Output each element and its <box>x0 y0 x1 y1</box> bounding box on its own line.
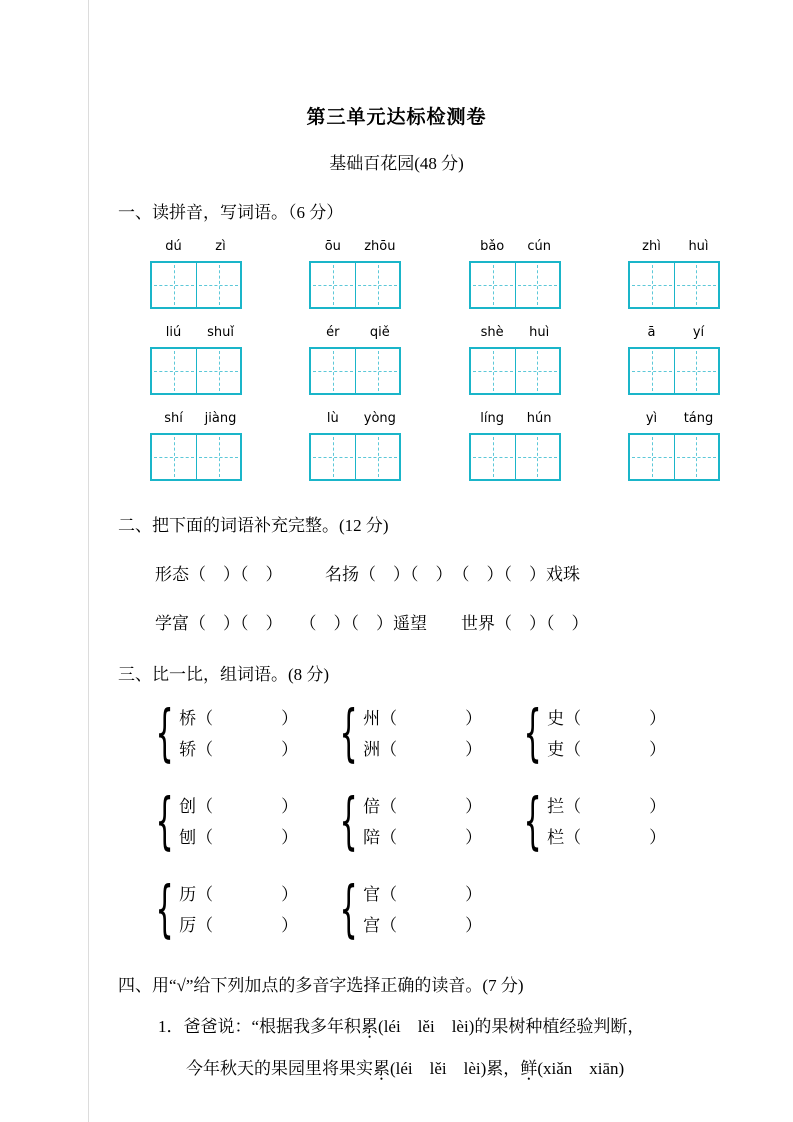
section2-heading: 二、把下面的词语补充完整。(12 分) <box>118 516 389 535</box>
pinyin-word-group <box>150 239 244 309</box>
grid-cell <box>630 349 674 393</box>
writing-grid[interactable] <box>309 433 401 481</box>
compare-line: 栏（ ） <box>547 828 667 847</box>
brace-icon: { <box>155 786 174 858</box>
writing-grid[interactable] <box>150 261 242 309</box>
page-subtitle: 基础百花园(48 分) <box>329 154 464 173</box>
pinyin-word-group <box>309 325 403 395</box>
section4-heading: 四、用“√”给下列加点的多音字选择正确的读音。(7 分) <box>118 976 524 995</box>
fill-blank-line: 学富（ ）（ ） （ ）（ ）遥望 世界（ ）（ ） <box>155 614 589 633</box>
compare-group <box>148 698 332 770</box>
grid-cell <box>311 435 355 479</box>
brace-icon: { <box>155 698 174 770</box>
grid-cell <box>630 435 674 479</box>
dotted-polyphone-char: 累 <box>361 1017 379 1036</box>
compare-line: 州（ ） <box>363 709 483 728</box>
compare-group <box>516 698 700 770</box>
compare-line: 拦（ ） <box>547 797 667 816</box>
page-margin-line <box>88 0 89 1122</box>
pinyin-label: liú shuǐ <box>165 325 234 340</box>
page-title: 第三单元达标检测卷 <box>306 107 487 128</box>
compare-group <box>332 698 516 770</box>
grid-cell <box>630 263 674 307</box>
brace-icon: { <box>339 874 358 946</box>
question-line: 1．爸爸说：“根据我多年积累(léi lěi lèi)的果树种植经验判断， <box>158 1017 645 1036</box>
writing-grid[interactable] <box>309 261 401 309</box>
grid-cell <box>674 435 718 479</box>
compare-row <box>148 698 793 770</box>
grid-cell <box>196 435 240 479</box>
pinyin-label: shí jiàng <box>164 411 237 426</box>
compare-group <box>148 874 332 946</box>
pinyin-label: líng hún <box>480 411 552 426</box>
grid-cell <box>471 263 515 307</box>
section3-heading: 三、比一比，组词语。(8 分) <box>118 665 330 684</box>
writing-grid[interactable] <box>628 347 720 395</box>
pinyin-word-group <box>150 411 244 481</box>
compare-line: 史（ ） <box>547 709 667 728</box>
brace-icon: { <box>523 786 542 858</box>
grid-cell <box>471 435 515 479</box>
pinyin-label: shè huì <box>480 325 550 340</box>
pinyin-label: ér qiě <box>326 325 390 340</box>
compare-group <box>332 786 516 858</box>
writing-grid[interactable] <box>150 433 242 481</box>
grid-cell <box>515 435 559 479</box>
pinyin-word-group <box>469 325 563 395</box>
pinyin-word-group <box>628 239 722 309</box>
pinyin-label: zhì huì <box>642 239 709 254</box>
grid-cell <box>152 263 196 307</box>
grid-cell <box>515 263 559 307</box>
compare-line: 历（ ） <box>179 885 299 904</box>
pinyin-grid-row <box>150 411 722 481</box>
pinyin-label: yì táng <box>645 411 714 426</box>
writing-grid[interactable] <box>469 433 561 481</box>
writing-grid[interactable] <box>309 347 401 395</box>
pinyin-label: ā yí <box>647 325 705 340</box>
grid-cell <box>311 349 355 393</box>
compare-line: 厉（ ） <box>179 916 299 935</box>
pinyin-label: dú zì <box>165 239 226 254</box>
pinyin-word-group <box>309 411 403 481</box>
writing-grid[interactable] <box>628 261 720 309</box>
grid-cell <box>355 349 399 393</box>
question-line: 今年秋天的果园里将果实累(léi lěi lèi)累，鲜(xiǎn xiān) <box>186 1059 625 1078</box>
grid-cell <box>152 349 196 393</box>
compare-line: 创（ ） <box>179 797 299 816</box>
grid-cell <box>152 435 196 479</box>
grid-cell <box>196 263 240 307</box>
compare-row <box>148 786 793 858</box>
grid-cell <box>471 349 515 393</box>
pinyin-word-group <box>150 325 244 395</box>
compare-line: 倍（ ） <box>363 797 483 816</box>
brace-icon: { <box>155 874 174 946</box>
grid-cell <box>674 263 718 307</box>
pinyin-label: ōu zhōu <box>324 239 396 254</box>
brace-icon: { <box>523 698 542 770</box>
compare-row <box>148 874 793 946</box>
dotted-polyphone-char: 鲜 <box>520 1059 538 1078</box>
compare-group <box>516 786 700 858</box>
compare-line: 刨（ ） <box>179 828 299 847</box>
pinyin-grid-row <box>150 325 722 395</box>
grid-cell <box>311 263 355 307</box>
writing-grid[interactable] <box>469 347 561 395</box>
compare-line: 陪（ ） <box>363 828 483 847</box>
pinyin-grid-row <box>150 239 722 309</box>
section1-heading: 一、读拼音，写词语。（6 分） <box>118 203 344 222</box>
pinyin-label: lù yòng <box>326 411 396 426</box>
brace-icon: { <box>339 698 358 770</box>
dotted-polyphone-char: 累 <box>373 1059 390 1078</box>
pinyin-label: bǎo cún <box>480 239 551 254</box>
brace-icon: { <box>339 786 358 858</box>
fill-blank-line: 形态（ ）（ ） 名扬（ ）（ ） （ ）（ ）戏珠 <box>155 565 580 584</box>
writing-grid[interactable] <box>469 261 561 309</box>
grid-cell <box>196 349 240 393</box>
compare-group <box>332 874 516 946</box>
grid-cell <box>674 349 718 393</box>
compare-line: 桥（ ） <box>179 709 299 728</box>
pinyin-word-group <box>309 239 403 309</box>
compare-line: 轿（ ） <box>179 740 299 759</box>
compare-line: 宫（ ） <box>363 916 483 935</box>
grid-cell <box>355 435 399 479</box>
pinyin-word-group <box>469 239 563 309</box>
grid-cell <box>515 349 559 393</box>
writing-grid[interactable] <box>150 347 242 395</box>
writing-grid[interactable] <box>628 433 720 481</box>
compare-line: 洲（ ） <box>363 740 483 759</box>
grid-cell <box>355 263 399 307</box>
pinyin-word-group <box>628 325 722 395</box>
compare-group <box>148 786 332 858</box>
compare-line: 吏（ ） <box>547 740 667 759</box>
pinyin-word-group <box>469 411 563 481</box>
compare-line: 官（ ） <box>363 885 483 904</box>
pinyin-word-group <box>628 411 722 481</box>
